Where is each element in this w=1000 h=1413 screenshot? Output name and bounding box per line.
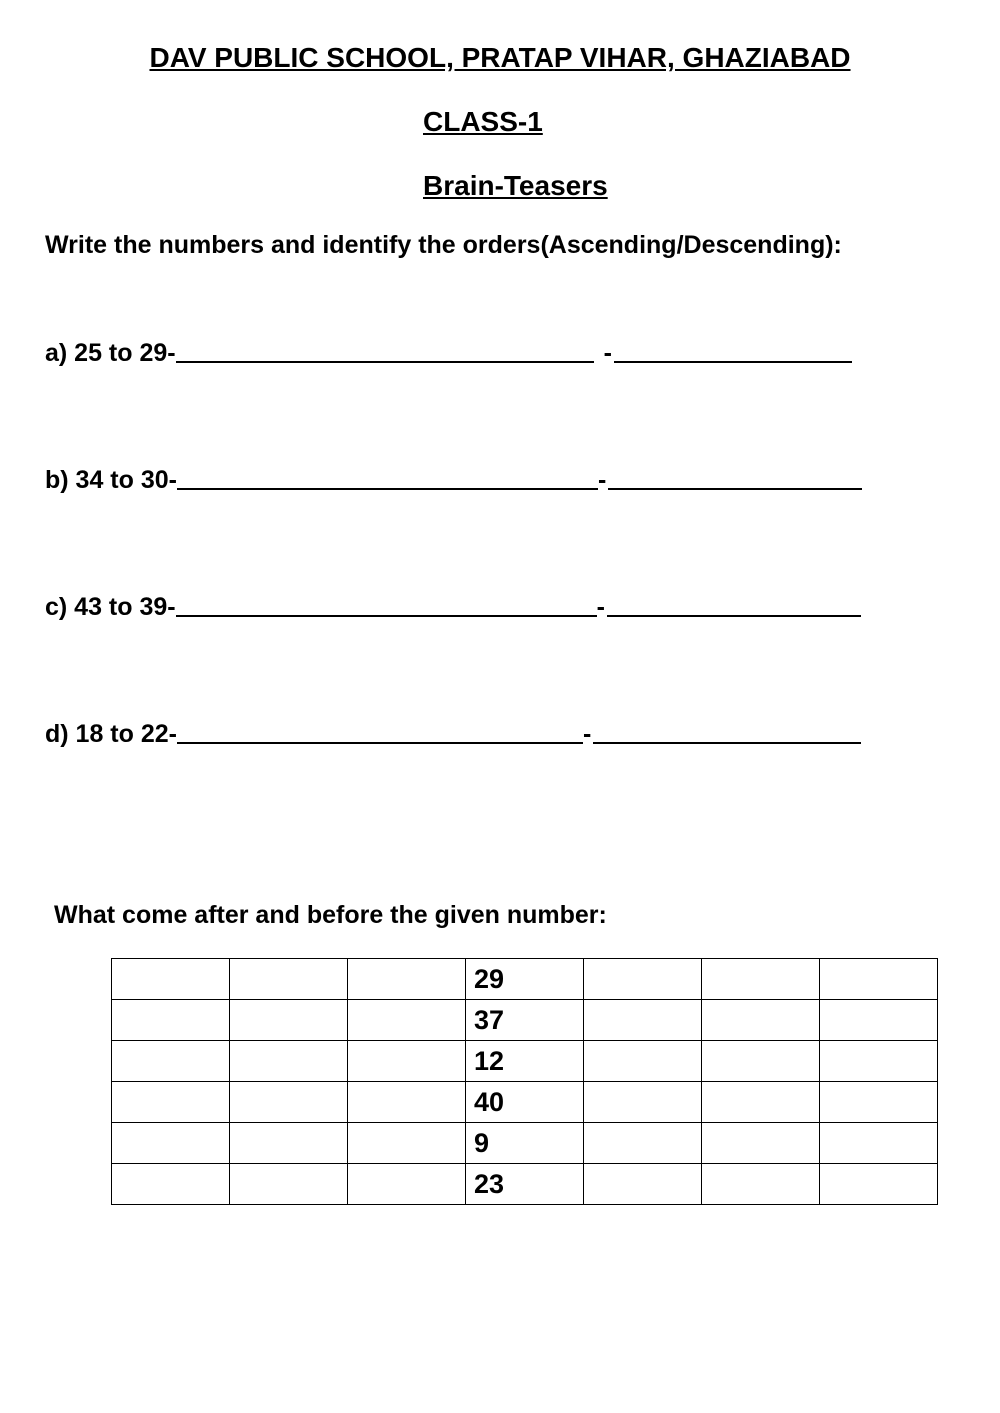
before-answer-cell[interactable] [230,1123,348,1164]
after-answer-cell[interactable] [702,1164,820,1205]
given-number-cell: 40 [466,1082,584,1123]
before-answer-cell[interactable] [230,1000,348,1041]
given-number-cell: 12 [466,1041,584,1082]
before-after-table [111,958,938,1205]
after-answer-cell[interactable] [702,1123,820,1164]
question-a [45,335,852,368]
after-answer-cell[interactable] [820,959,938,1000]
before-answer-cell[interactable] [348,1082,466,1123]
before-answer-cell[interactable] [112,959,230,1000]
table-row [112,1041,938,1082]
before-after-instruction: What come after and before the given number: [54,901,607,929]
table-row [112,1000,938,1041]
after-answer-cell[interactable] [584,1082,702,1123]
before-answer-cell[interactable] [112,1164,230,1205]
after-answer-cell[interactable] [584,1000,702,1041]
separator: - [582,720,592,748]
before-answer-cell[interactable] [348,1000,466,1041]
separator: - [603,339,612,367]
question-label: a) 25 to 29- [45,339,176,367]
order-instruction: Write the numbers and identify the orders(Ascending/Descending): [45,231,842,259]
before-answer-cell[interactable] [348,959,466,1000]
order-blank[interactable] [608,464,862,490]
table-row [112,1082,938,1123]
before-answer-cell[interactable] [348,1041,466,1082]
order-blank[interactable] [607,591,861,617]
question-b [45,462,862,495]
question-label: d) 18 to 22- [45,720,177,748]
after-answer-cell[interactable] [820,1000,938,1041]
after-answer-cell[interactable] [820,1164,938,1205]
question-d [45,716,861,749]
after-answer-cell[interactable] [584,1123,702,1164]
given-number-cell: 23 [466,1164,584,1205]
before-answer-cell[interactable] [112,1000,230,1041]
class-title: CLASS-1 [423,106,543,137]
before-answer-cell[interactable] [348,1164,466,1205]
numbers-blank[interactable] [177,718,583,744]
subject-title: Brain-Teasers [423,170,608,201]
after-answer-cell[interactable] [584,1164,702,1205]
before-answer-cell[interactable] [230,1164,348,1205]
before-answer-cell[interactable] [230,1041,348,1082]
table-row [112,1164,938,1205]
after-answer-cell[interactable] [702,959,820,1000]
given-number-cell: 9 [466,1123,584,1164]
after-answer-cell[interactable] [820,1082,938,1123]
after-answer-cell[interactable] [702,1082,820,1123]
numbers-blank[interactable] [176,591,597,617]
separator: - [596,593,605,621]
after-answer-cell[interactable] [820,1041,938,1082]
separator: - [597,466,607,494]
table-row [112,1123,938,1164]
question-label: c) 43 to 39- [45,593,176,621]
given-number-cell: 29 [466,959,584,1000]
numbers-blank[interactable] [176,337,594,363]
after-answer-cell[interactable] [584,959,702,1000]
after-answer-cell[interactable] [584,1041,702,1082]
order-blank[interactable] [614,337,852,363]
question-label: b) 34 to 30- [45,466,177,494]
after-answer-cell[interactable] [702,1041,820,1082]
table-row [112,959,938,1000]
before-answer-cell[interactable] [348,1123,466,1164]
school-title: DAV PUBLIC SCHOOL, PRATAP VIHAR, GHAZIABAD [149,42,851,73]
question-c [45,589,861,622]
before-answer-cell[interactable] [112,1123,230,1164]
before-answer-cell[interactable] [230,959,348,1000]
order-blank[interactable] [593,718,861,744]
before-answer-cell[interactable] [112,1082,230,1123]
given-number-cell: 37 [466,1000,584,1041]
before-answer-cell[interactable] [230,1082,348,1123]
after-answer-cell[interactable] [820,1123,938,1164]
after-answer-cell[interactable] [702,1000,820,1041]
numbers-blank[interactable] [177,464,598,490]
before-answer-cell[interactable] [112,1041,230,1082]
